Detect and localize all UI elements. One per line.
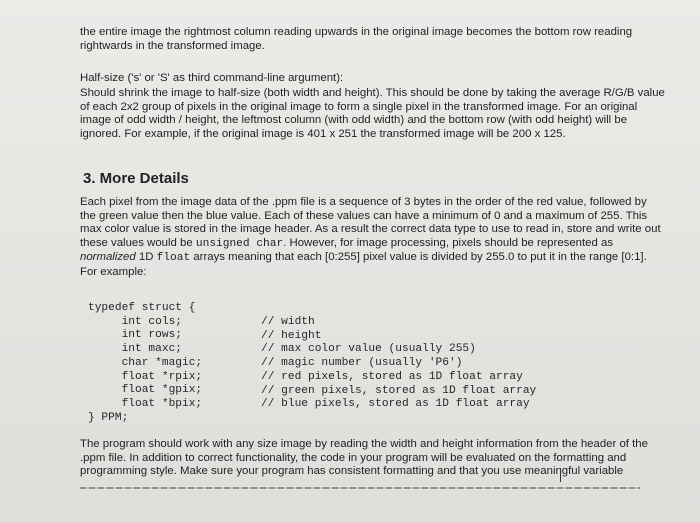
intro-paragraph: the entire image the rightmost column reading upwards in the original image becomes the bottom row reading rightwards in the transformed image. xyxy=(80,26,633,52)
details-text-4: arrays meaning that each [0:255] pixel value is divided by 255.0 to put it in the range [0:1]. For example: xyxy=(80,251,647,278)
details-paragraph xyxy=(80,196,665,280)
details-text-1: Each pixel from the image data of the .ppm file is a sequence of 3 bytes in the order of the red value, followed by the green value then the blue value. Each of these values can have a minimum of 0 and a maximum of 255. This max color value is stored in the image header. As a result the correct data type to use to read in, store and write out these values would be xyxy=(80,196,661,249)
struct-code-block: typedef struct { int cols; int rows; int maxc; char *magic; float *rpix; float *gpix; float *bpix; } PPM; xyxy=(88,302,203,424)
normalized-italic: normalized xyxy=(80,251,136,264)
details-text-2: . However, for image processing, pixels should be represented as xyxy=(283,236,614,249)
cut-off-line-divider xyxy=(80,487,640,489)
closing-paragraph: The program should work with any size image by reading the width and height information from the header of the .ppm file. In addition to correct functionality, the code in your program will be evaluated on the formatting and programming style. Make sure your program has consistent formatting and that you use meaningful variable xyxy=(80,438,648,478)
float-code: float xyxy=(156,252,191,265)
text-cursor-icon xyxy=(560,468,570,482)
details-text-3: 1D xyxy=(135,251,157,264)
section-heading: 3. More Details xyxy=(83,170,189,187)
unsigned-char-code: unsigned char xyxy=(195,237,284,250)
struct-comments: // width // height // max color value (usually 255) // magic number (usually 'P6') // red pixels, stored as 1D float array // green pixels, stored as 1D float array // blue pixels, stored as 1D float array xyxy=(261,316,537,411)
half-size-paragraph: Should shrink the image to half-size (both width and height). This should be done by taking the average R/G/B value of each 2x2 group of pixels in the original image to form a single pixel in the transformed image. For an original image of odd width / height, the leftmost column (with odd width) and the bottom row (with odd height) will be ignored. For example, if the original image is 401 x 251 the transformed image will be 200 x 125. xyxy=(80,87,665,140)
half-size-title: Half-size ('s' or 'S' as third command-line argument): xyxy=(80,72,344,84)
